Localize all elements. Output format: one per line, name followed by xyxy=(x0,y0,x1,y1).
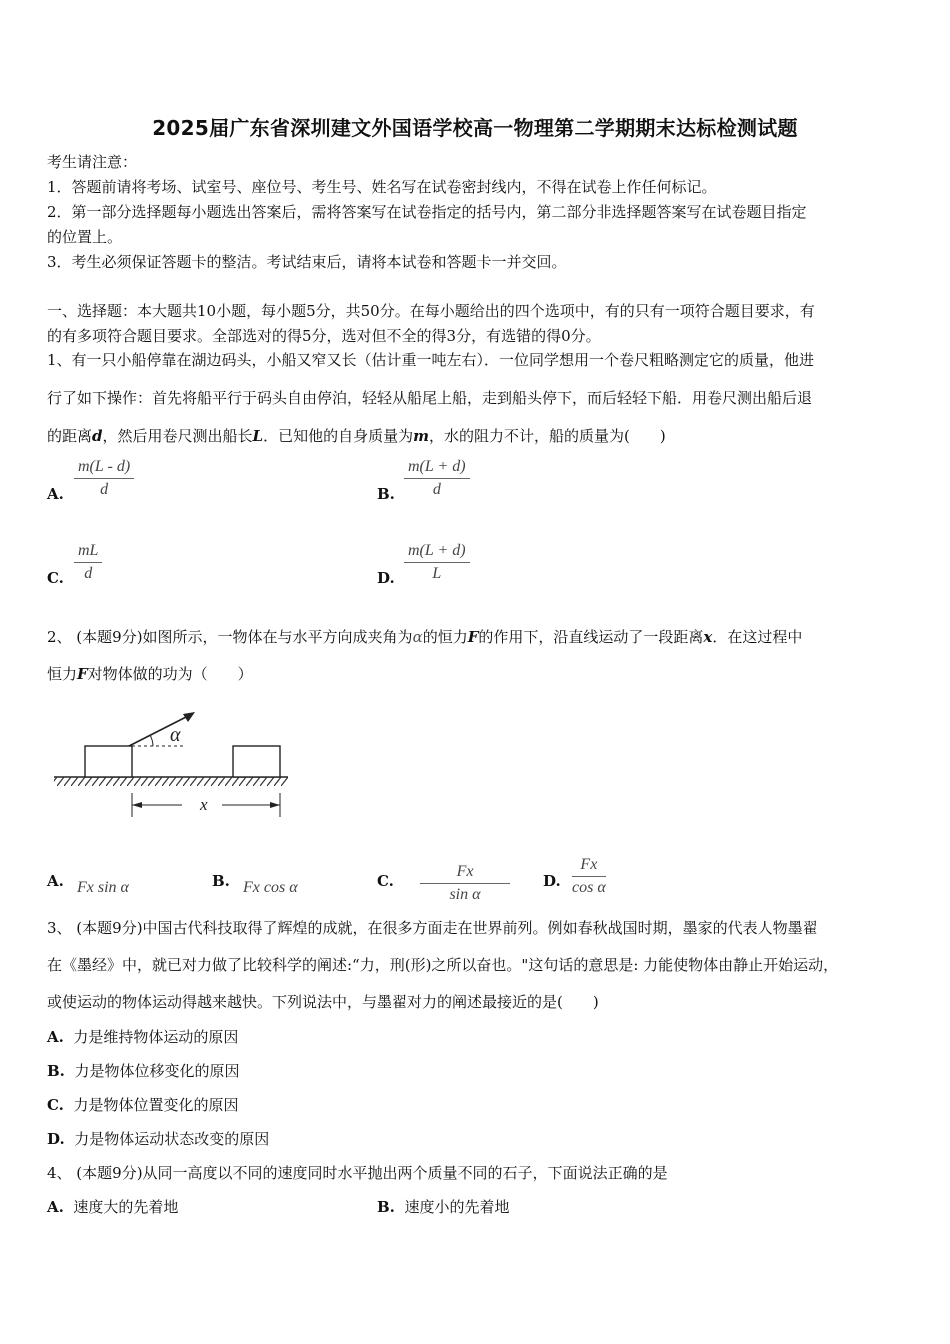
q2-stem-line2: 恒力F对物体做的功为（ ） xyxy=(47,665,253,683)
q3-stem-line1: 3、 (本题9分)中国古代科技取得了辉煌的成就，在很多方面走在世界前列。例如春秋战国时期，墨家的代表人物墨翟 xyxy=(47,919,818,937)
notice-item-3: 3．考生必须保证答题卡的整洁。考试结束后，请将本试卷和答题卡一并交回。 xyxy=(47,253,567,271)
q4-option-b[interactable]: B. 速度小的先着地 xyxy=(377,1198,510,1216)
q4-stem-line1: 4、 (本题9分)从同一高度以不同的速度同时水平抛出两个质量不同的石子，下面说法正确的是 xyxy=(47,1164,668,1182)
angle-arc xyxy=(150,735,153,746)
section-instructions-1: 一、选择题：本大题共10小题，每小题5分，共50分。在每小题给出的四个选项中，有的只有一项符合题目要求，有 xyxy=(47,302,815,320)
q2-option-c-formula[interactable]: $\frac{Fx}{\text{sin α}}$ xyxy=(420,863,510,904)
q2-stem-line1: 2、 (本题9分)如图所示，一物体在与水平方向成夹角为α的恒力F的作用下，沿直线运动了一段距离x．在这过程中 xyxy=(47,628,803,646)
notice-item-2: 2．第一部分选择题每小题选出答案后，需将答案写在试卷指定的括号内，第二部分非选择题答案写在试卷题目指定 xyxy=(47,203,807,221)
q1-option-c-formula[interactable]: $\frac{mL}{d}$ xyxy=(74,542,102,583)
notice-heading: 考生请注意： xyxy=(47,153,138,171)
q1-option-d-formula[interactable]: $\frac{m(L + d)}{L}$ xyxy=(404,542,470,583)
q1-option-d-label[interactable]: D. xyxy=(377,569,395,587)
q1-option-b-formula[interactable]: $\frac{m(L + d)}{d}$ xyxy=(404,458,470,499)
q2-option-a-formula[interactable]: Fx sin α xyxy=(77,879,129,896)
q3-option-c[interactable]: C. 力是物体位置变化的原因 xyxy=(47,1096,239,1114)
distance-arrow-right xyxy=(270,802,280,808)
q3-option-b[interactable]: B. 力是物体位移变化的原因 xyxy=(47,1062,240,1080)
page-title: 2025届广东省深圳建文外国语学校高一物理第二学期期末达标检测试题 xyxy=(152,116,798,140)
q2-force-diagram xyxy=(50,705,295,825)
notice-item-2-cont: 的位置上。 xyxy=(47,228,123,246)
q1-option-b-label[interactable]: B. xyxy=(377,485,395,503)
q1-stem-line3: 的距离d，然后用卷尺测出船长L．已知他的自身质量为m，水的阻力不计，船的质量为( ) xyxy=(47,427,666,445)
distance-label: x xyxy=(200,795,208,814)
q3-stem-line2: 在《墨经》中，就已对力做了比较科学的阐述:“力，刑(形)之所以奋也。"这句话的意思是: 力能使物体由静止开始运动， xyxy=(47,956,839,974)
block-start xyxy=(85,746,132,777)
q2-option-b-formula[interactable]: Fx cos α xyxy=(243,879,298,896)
q4-option-a[interactable]: A. 速度大的先着地 xyxy=(47,1198,179,1216)
notice-item-1: 1．答题前请将考场、试室号、座位号、考生号、姓名写在试卷密封线内，不得在试卷上作任何标记。 xyxy=(47,178,717,196)
q3-option-d[interactable]: D. 力是物体运动状态改变的原因 xyxy=(47,1130,270,1148)
q2-option-c-clip xyxy=(410,863,520,903)
q3-option-a[interactable]: A. 力是维持物体运动的原因 xyxy=(47,1028,239,1046)
section-instructions-2: 的有多项符合题目要求。全部选对的得5分，选对但不全的得3分，有选错的得0分。 xyxy=(47,327,601,345)
q1-option-a-label[interactable]: A. xyxy=(47,485,64,503)
ground-hatching xyxy=(54,777,288,786)
q1-option-a-formula[interactable]: $\frac{m(L - d)}{d}$ xyxy=(74,458,134,499)
q3-stem-line3: 或使运动的物体运动得越来越快。下列说法中，与墨翟对力的阐述最接近的是( ) xyxy=(47,993,599,1011)
q1-option-c-label[interactable]: C. xyxy=(47,569,64,587)
angle-label: α xyxy=(170,724,181,746)
q2-option-c-label[interactable]: C. xyxy=(377,872,394,890)
distance-arrow-left xyxy=(132,802,142,808)
q2-option-d-formula[interactable]: $\frac{Fx}{\text{cos α}}$ xyxy=(572,856,606,896)
q2-option-a-label[interactable]: A. xyxy=(47,872,64,890)
q1-stem-line2: 行了如下操作：首先将船平行于码头自由停泊，轻轻从船尾上船，走到船头停下，而后轻轻下船．用卷尺测出船后退 xyxy=(47,389,813,407)
q2-option-b-label[interactable]: B. xyxy=(212,872,230,890)
q1-stem-line1: 1、有一只小船停靠在湖边码头，小船又窄又长（估计重一吨左右）．一位同学想用一个卷尺粗略测定它的质量，他进 xyxy=(47,351,815,369)
q2-option-d-label[interactable]: D. xyxy=(543,872,561,890)
block-end xyxy=(233,746,280,777)
force-arrow-line xyxy=(129,715,190,746)
